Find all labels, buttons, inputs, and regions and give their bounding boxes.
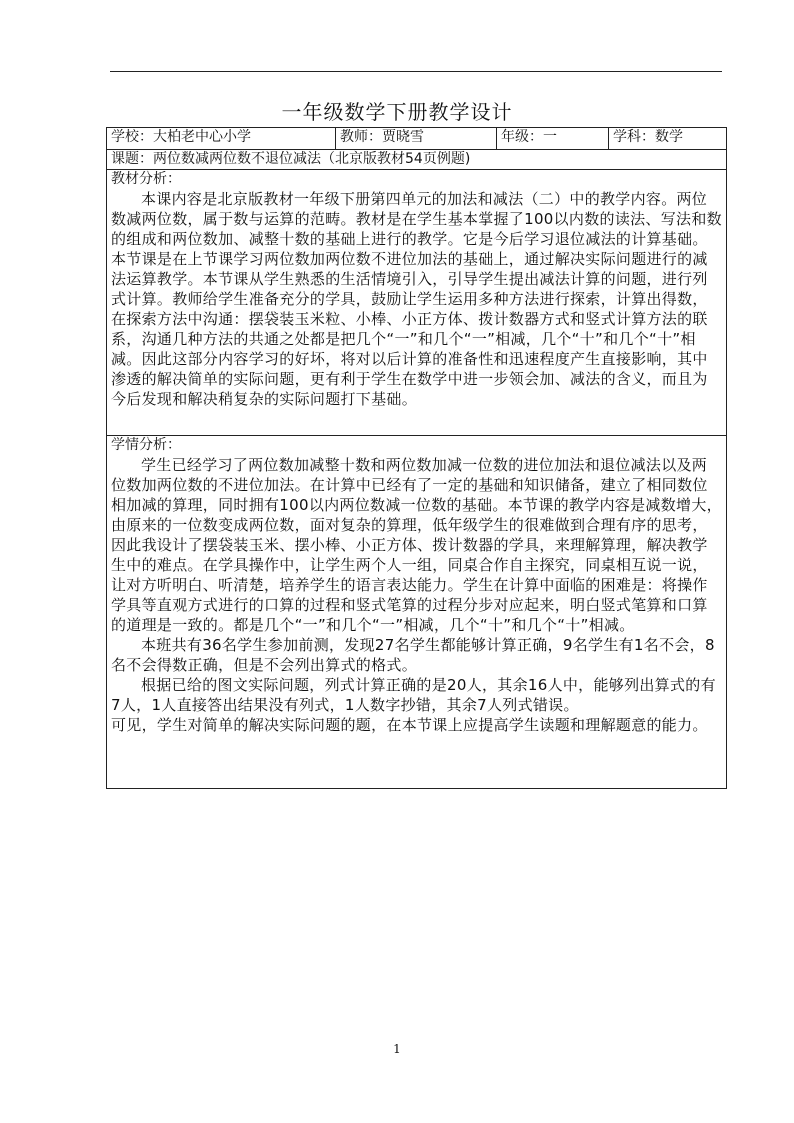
- student-analysis-cell: [107, 436, 727, 789]
- textbook-analysis-row: [107, 170, 727, 436]
- header-rule: [110, 71, 722, 72]
- subject-cell: 学科：数学: [609, 128, 727, 150]
- grade-cell: 年级：一: [497, 128, 609, 150]
- student-analysis-paragraph: 本班共有36名学生参加前测，发现27名学生都能够计算正确，9名学生有1名不会，8名不会得数正确，但是不会列出算式的格式。: [111, 636, 715, 674]
- page-number: 1: [393, 1042, 401, 1056]
- student-analysis-paragraph: 可见，学生对简单的解决实际问题的题，在本节课上应提高学生读题和理解题意的能力。: [111, 716, 708, 734]
- student-analysis-paragraph: 根据已给的图文实际问题，列式计算正确的是20人，其余16人中，能够列出算式的有7人，1人直接答出结果没有列式，1人数字抄错，其余7人列式错误。: [111, 676, 716, 714]
- topic-row: [107, 150, 727, 170]
- school-cell: 学校：大柏老中心小学: [107, 128, 336, 150]
- student-analysis-row: [107, 436, 727, 789]
- topic-cell: 课题：两位数减两位数不退位减法（北京版教材54页例题): [107, 150, 727, 170]
- textbook-analysis-label: 教材分析：: [111, 171, 181, 187]
- document-title: 一年级数学下册教学设计: [281, 100, 513, 124]
- textbook-analysis-paragraph: 本课内容是北京版教材一年级下册第四单元的加法和减法（二）中的教学内容。两位数减两位数，属于数与运算的范畴。教材是在学生基本掌握了100以内数的读法、写法和数的组成和两位数加、减整十数的基础上进行的教学。它是今后学习退位减法的计算基础。本节课是在上节课学习两位数加两位数不进位加法的基础上，通过解决实际问题进行的减法运算教学。本节课从学生熟悉的生活情境引入，引导学生提出减法计算的问题，进行列式计算。教师给学生准备充分的学具，鼓励让学生运用多种方法进行探索，计算出得数，在探索方法中沟通：摆袋装玉米粒、小棒、小正方体、拨计数器方式和竖式计算方法的联系，沟通几种方法的共通之处都是把几个“一”和几个“一”相减，几个“十”和几个“十”相减。因此这部分内容学习的好坏，将对以后计算的准备性和迅速程度产生直接影响，其中渗透的解决简单的实际问题，更有利于学生在数学中进一步领会加、减法的含义，而且为今后发现和解决稍复杂的实际问题打下基础。: [111, 190, 722, 408]
- info-row: [107, 128, 727, 150]
- student-analysis-paragraph: 学生已经学习了两位数加减整十数和两位数加减一位数的进位加法和退位减法以及两位数加两位数的不进位加法。在计算中已经有了一定的基础和知识储备，建立了相同数位相加减的算理，同时拥有100以内两位数减一位数的基础。本节课的教学内容是减数增大，由原来的一位数变成两位数，面对复杂的算理，低年级学生的很难做到合理有序的思考，因此我设计了摆袋装玉米、摆小棒、小正方体、拨计数器的学具，来理解算理，解决教学生中的难点。在学具操作中，让学生两个人一组，同桌合作自主探究，同桌相互说一说，让对方听明白、听清楚，培养学生的语言表达能力。学生在计算中面临的困难是：将操作学具等直观方式进行的口算的过程和竖式笔算的过程分步对应起来，明白竖式笔算和口算的道理是一致的。都是几个“一”和几个“一”相减，几个“十”和几个“十”相减。: [111, 456, 722, 634]
- textbook-analysis-cell: [107, 170, 727, 436]
- teacher-cell: 教师：贾晓雪: [336, 128, 497, 150]
- student-analysis-label: 学情分析：: [111, 437, 181, 453]
- lesson-plan-table: [106, 127, 727, 789]
